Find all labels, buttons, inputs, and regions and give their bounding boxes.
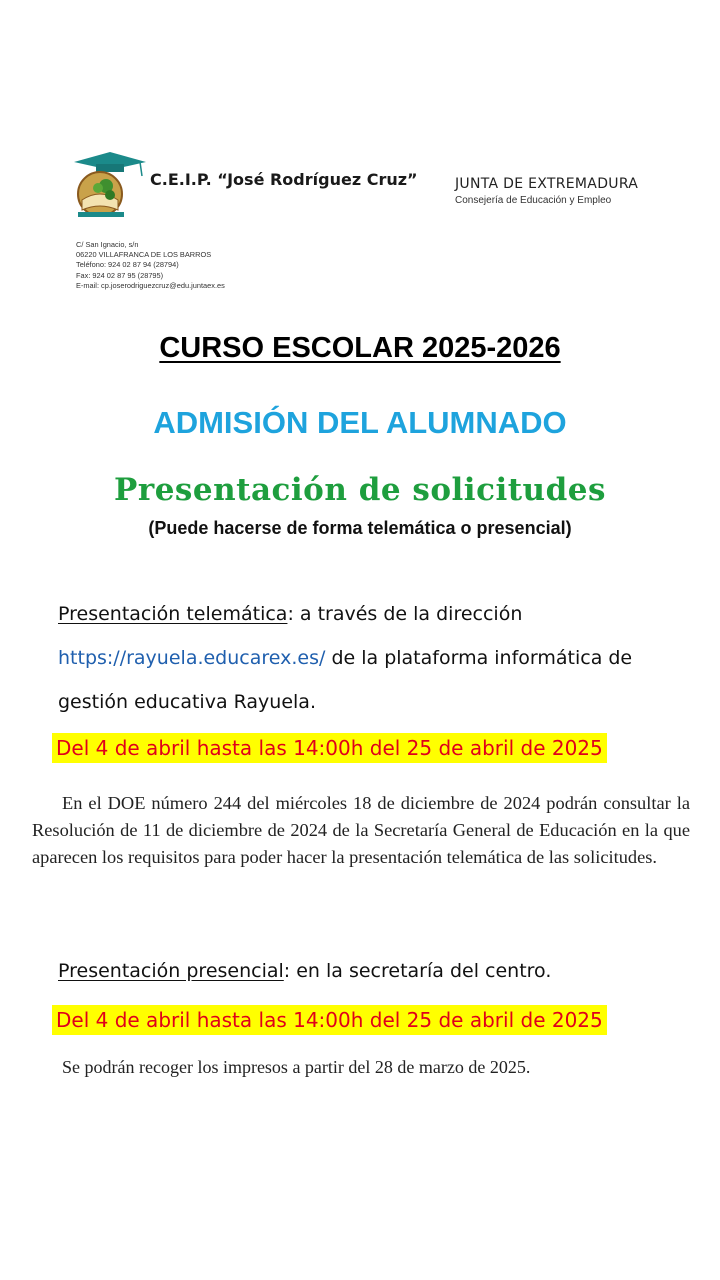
online-submission-text: : a través de la dirección xyxy=(287,603,523,625)
online-submission-text-2: de la plataforma informática de gestión educativa Rayuela. xyxy=(58,647,633,713)
in-person-dates: Del 4 de abril hasta las 14:00h del 25 de abril de 2025 xyxy=(52,1005,607,1035)
junta-title: JUNTA DE EXTREMADURA xyxy=(455,176,639,192)
online-submission-label: Presentación telemática xyxy=(58,603,288,625)
online-submission-section xyxy=(58,592,678,724)
fax-line: Fax: 924 02 87 95 (28795) xyxy=(76,270,164,280)
online-dates: Del 4 de abril hasta las 14:00h del 25 de abril de 2025 xyxy=(52,733,607,763)
school-year-title: CURSO ESCOLAR 2025-2026 xyxy=(159,332,561,364)
school-address xyxy=(76,240,225,291)
address-line: C/ San Ignacio, s/n xyxy=(76,240,139,249)
in-person-submission-text: : en la secretaría del centro. xyxy=(283,960,552,982)
applications-heading: Presentación de solicitudes xyxy=(114,472,606,508)
forms-pickup-note: Se podrán recoger los impresos a partir del 28 de marzo de 2025. xyxy=(62,1057,531,1077)
admission-heading: ADMISIÓN DEL ALUMNADO xyxy=(153,405,567,440)
junta-header xyxy=(455,176,638,206)
submission-mode-note: (Puede hacerse de forma telemática o presencial) xyxy=(148,518,572,538)
school-logo-icon xyxy=(70,150,148,228)
in-person-submission-label: Presentación presencial xyxy=(58,960,284,982)
junta-subtitle: Consejería de Educación y Empleo xyxy=(455,195,612,206)
rayuela-link[interactable]: https://rayuela.educarex.es/ xyxy=(58,647,326,669)
email-line: E-mail: cp.joserodriguezcruz@edu.juntaex.es xyxy=(76,280,225,290)
in-person-submission-section xyxy=(58,956,678,986)
phone-line: Teléfono: 924 02 87 94 (28794) xyxy=(76,260,179,270)
address-line: 06220 VILLAFRANCA DE LOS BARROS xyxy=(76,250,212,260)
school-name: C.E.I.P. “José Rodríguez Cruz” xyxy=(150,170,418,189)
doe-paragraph: En el DOE número 244 del miércoles 18 de diciembre de 2024 podrán consultar la Resolución de 11 de diciembre de 2024 de la Secretaría General de Educación en la que aparecen los requisitos para poder hacer la presentación telemática de las solicitudes. xyxy=(32,793,690,867)
